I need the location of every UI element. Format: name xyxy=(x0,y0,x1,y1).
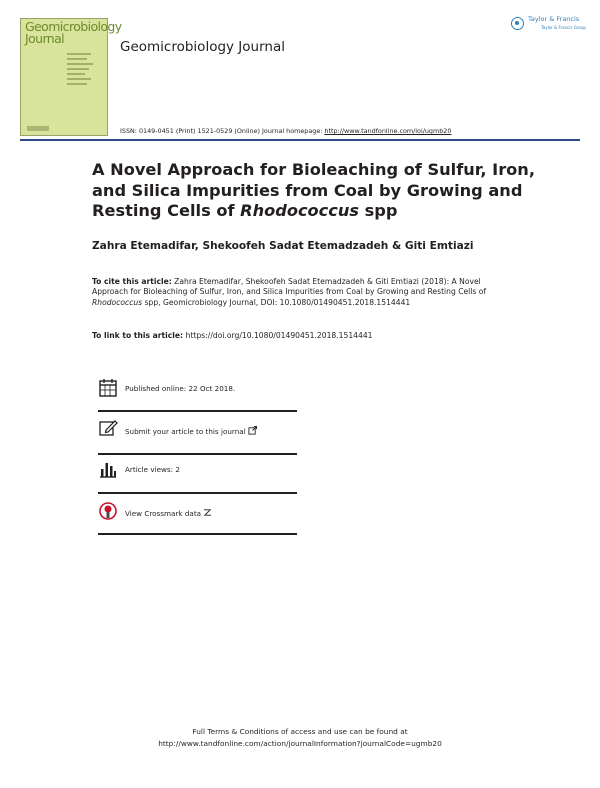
crossmark-link[interactable] xyxy=(125,508,212,518)
journal-name: Geomicrobiology Journal xyxy=(120,39,285,55)
external-link-icon xyxy=(248,426,257,435)
article-title-text: A Novel Approach for Bioleaching of Sulfur, Iron, and Silica Impurities from Coal by Growing and Resting Cells of xyxy=(92,160,535,220)
issn-line xyxy=(120,127,451,135)
journal-homepage-link[interactable]: http://www.tandfonline.com/loi/ugmb20 xyxy=(324,127,452,135)
cover-publisher-mark xyxy=(27,126,49,131)
external-link-icon xyxy=(203,508,212,517)
crossmark-text: View Crossmark data xyxy=(125,509,202,518)
article-link-line xyxy=(92,331,372,340)
edit-icon xyxy=(98,418,118,438)
submit-article-link[interactable] xyxy=(125,426,257,436)
citation-block xyxy=(92,277,492,308)
journal-cover-thumbnail xyxy=(20,18,122,136)
article-title xyxy=(92,160,562,222)
submit-article-text: Submit your article to this journal xyxy=(125,427,246,436)
citation-label: To cite this article: xyxy=(92,277,172,286)
calendar-icon xyxy=(98,378,118,398)
cover-title xyxy=(25,21,122,45)
crossmark-row[interactable] xyxy=(98,501,296,531)
header-divider xyxy=(20,139,580,141)
issn-text: ISSN: 0149-0451 (Print) 1521-0529 (Online) Journal homepage: xyxy=(120,127,325,135)
article-link-label: To link to this article: xyxy=(92,331,186,340)
article-doi-link[interactable]: https://doi.org/10.1080/01490451.2018.1514441 xyxy=(185,331,373,340)
publisher-logo-icon xyxy=(511,17,524,30)
footer-terms-url[interactable]: http://www.tandfonline.com/action/journalInformation?journalCode=ugmb20 xyxy=(158,738,442,748)
published-online-text: Published online: 22 Oct 2018. xyxy=(125,384,236,393)
citation-doi-link[interactable]: 10.1080/01490451.2018.1514441 xyxy=(279,297,411,307)
info-divider xyxy=(98,533,297,535)
citation-text-end: spp, Geomicrobiology Journal, DOI: xyxy=(142,297,280,307)
citation-text: Zahra Etemadifar, Shekoofeh Sadat Etemadzadeh & Giti Emtiazi (2018): A Novel Approach for Bioleaching of Sulfur, Iron, and Silica Impurities from Coal by Growing and Resting Cells of xyxy=(92,277,487,297)
info-divider xyxy=(98,453,297,455)
article-title-suffix: spp xyxy=(359,201,398,220)
article-title-genus: Rhodococcus xyxy=(240,201,360,220)
cover-title-line-2: Journal xyxy=(25,31,65,46)
article-views-text: Article views: 2 xyxy=(125,465,180,474)
bar-chart-icon xyxy=(98,459,118,479)
article-views-row[interactable] xyxy=(98,459,296,489)
info-divider xyxy=(98,410,297,412)
publisher-logo-subtext: Taylor & Francis Group xyxy=(541,25,586,30)
cover-title-line-1: Geomicrobiology xyxy=(25,19,122,34)
footer xyxy=(0,726,600,749)
citation-genus: Rhodococcus xyxy=(92,297,143,307)
publisher-logo-text: Taylor & Francis xyxy=(528,15,580,23)
submit-article-row[interactable] xyxy=(98,418,296,448)
cover-decoration xyxy=(67,53,93,88)
article-authors: Zahra Etemadifar, Shekoofeh Sadat Etemadzadeh & Giti Emtiazi xyxy=(92,240,474,252)
publisher-logo[interactable] xyxy=(511,16,586,38)
info-divider xyxy=(98,492,297,494)
crossmark-icon xyxy=(98,501,118,521)
published-online-row xyxy=(98,378,296,408)
footer-terms-text: Full Terms & Conditions of access and use can be found at xyxy=(192,727,408,736)
